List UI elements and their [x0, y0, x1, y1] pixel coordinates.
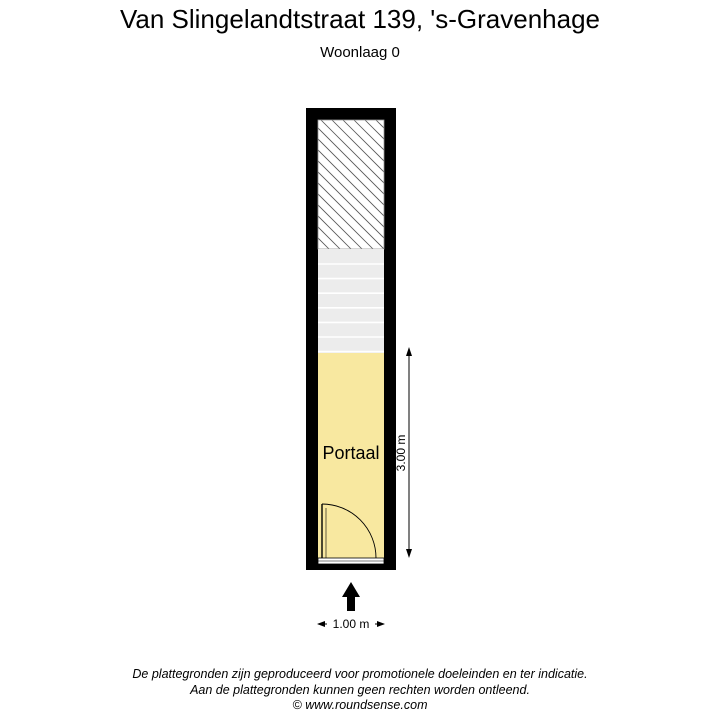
door-threshold: [318, 558, 384, 564]
room-label: Portaal: [322, 443, 380, 463]
entrance-arrow-icon: [342, 582, 360, 611]
staircase: [318, 249, 384, 353]
disclaimer-line-1: De plattegronden zijn geproduceerd voor promotionele doeleinden en ter indicatie.: [132, 667, 588, 681]
floor-level-label: Woonlaag 0: [320, 44, 400, 61]
stair-void-hatch: [178, 120, 538, 260]
height-dimension-label: 3.00 m: [394, 434, 408, 472]
width-dimension-label: 1.00 m: [332, 617, 370, 631]
plan-title: Van Slingelandtstraat 139, 's-Gravenhage: [119, 4, 600, 34]
disclaimer-line-2: Aan de plattegronden kunnen geen rechten worden ontleend.: [190, 683, 530, 697]
copyright-line: © www.roundsense.com: [292, 698, 428, 712]
